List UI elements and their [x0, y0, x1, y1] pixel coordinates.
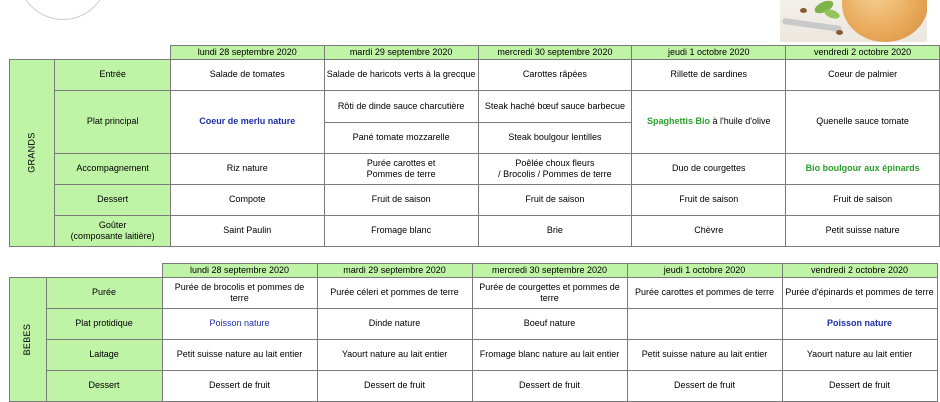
day-header-fri: vendredi 2 octobre 2020	[786, 46, 940, 60]
logo	[18, 0, 108, 20]
day-header-row	[10, 46, 940, 60]
category-puree: Purée	[46, 278, 162, 309]
menu-cell: Purée de courgettes et pommes de terre	[472, 278, 627, 309]
day-header-thu: jeudi 1 octobre 2020	[632, 46, 786, 60]
section-label-bebes: BEBES	[10, 278, 47, 402]
day-header-wed: mercredi 30 septembre 2020	[472, 264, 627, 278]
menu-cell: Fruit de saison	[786, 185, 940, 216]
menu-cell: Steak haché bœuf sauce barbecue	[478, 91, 632, 123]
menu-cell: Saint Paulin	[170, 216, 324, 247]
day-header-wed: mercredi 30 septembre 2020	[478, 46, 632, 60]
menu-cell: Chèvre	[632, 216, 786, 247]
menu-cell: Purée de brocolis et pommes de terre	[162, 278, 317, 309]
menu-cell: Dessert de fruit	[472, 371, 627, 402]
menu-cell	[632, 91, 786, 154]
bean-shape	[800, 8, 807, 13]
category-plat-protidique: Plat protidique	[46, 309, 162, 340]
menu-cell: Dessert de fruit	[782, 371, 937, 402]
section-label-grands: GRANDS	[10, 60, 55, 247]
category-dessert: Dessert	[46, 371, 162, 402]
menu-cell: Quenelle sauce tomate	[786, 91, 940, 154]
menu-cell: Purée carottes et pommes de terre	[627, 278, 782, 309]
day-header-tue: mardi 29 septembre 2020	[324, 46, 478, 60]
menu-cell: Boeuf nature	[472, 309, 627, 340]
menu-cell: Bio boulgour aux épinards	[786, 154, 940, 185]
row-laitage	[10, 340, 938, 371]
menu-cell: Poisson nature	[162, 309, 317, 340]
menu-cell: Fromage blanc nature au lait entier	[472, 340, 627, 371]
leaf-shape-2	[823, 8, 841, 21]
spoon-shape	[782, 18, 842, 32]
row-entree	[10, 60, 940, 91]
category-dessert: Dessert	[55, 185, 171, 216]
menu-cell: Purée carottes et Pommes de terre	[324, 154, 478, 185]
day-header-tue: mardi 29 septembre 2020	[317, 264, 472, 278]
menu-cell: Petit suisse nature au lait entier	[162, 340, 317, 371]
menu-cell: Duo de courgettes	[632, 154, 786, 185]
menu-cell: Steak boulgour lentilles	[478, 123, 632, 154]
day-header-mon: lundi 28 septembre 2020	[170, 46, 324, 60]
menu-cell: Yaourt nature au lait entier	[317, 340, 472, 371]
menu-cell: Poisson nature	[782, 309, 937, 340]
day-header-thu: jeudi 1 octobre 2020	[627, 264, 782, 278]
menu-cell: Rôti de dinde sauce charcutière	[324, 91, 478, 123]
day-header-fri: vendredi 2 octobre 2020	[782, 264, 937, 278]
menu-cell: Riz nature	[170, 154, 324, 185]
menu-cell: Fruit de saison	[324, 185, 478, 216]
category-gouter: Goûter (composante laitière)	[55, 216, 171, 247]
menu-cell: Pané tomate mozzarelle	[324, 123, 478, 154]
menu-cell: Coeur de palmier	[786, 60, 940, 91]
menu-cell: Yaourt nature au lait entier	[782, 340, 937, 371]
row-plat-1	[10, 91, 940, 123]
category-accompagnement: Accompagnement	[55, 154, 171, 185]
menu-cell: Dessert de fruit	[627, 371, 782, 402]
menu-cell: Fromage blanc	[324, 216, 478, 247]
menu-cell: Rillette de sardines	[632, 60, 786, 91]
category-entree: Entrée	[55, 60, 171, 91]
category-laitage: Laitage	[46, 340, 162, 371]
menu-cell: Brie	[478, 216, 632, 247]
menu-cell: Carottes râpées	[478, 60, 632, 91]
bowl-shape	[842, 0, 927, 42]
row-protidique	[10, 309, 938, 340]
menu-cell: Dessert de fruit	[317, 371, 472, 402]
food-photo	[780, 0, 927, 42]
grands-menu-table	[9, 45, 940, 247]
menu-cell: Purée céleri et pommes de terre	[317, 278, 472, 309]
menu-cell: Petit suisse nature au lait entier	[627, 340, 782, 371]
day-header-mon: lundi 28 septembre 2020	[162, 264, 317, 278]
bebes-menu-table	[9, 263, 938, 402]
row-puree	[10, 278, 938, 309]
menu-cell: Poêlée choux fleurs / Brocolis / Pommes de terre	[478, 154, 632, 185]
menu-cell: Dessert de fruit	[162, 371, 317, 402]
bio-label: Spaghettis Bio	[647, 116, 711, 127]
menu-cell: Purée d'épinards et pommes de terre	[782, 278, 937, 309]
menu-cell: Fruit de saison	[632, 185, 786, 216]
day-header-row	[10, 264, 938, 278]
bean-shape	[836, 30, 843, 35]
menu-cell: Coeur de merlu nature	[170, 91, 324, 154]
category-plat-principal: Plat principal	[55, 91, 171, 154]
menu-cell: Dinde nature	[317, 309, 472, 340]
menu-cell: Fruit de saison	[478, 185, 632, 216]
menu-cell	[627, 309, 782, 340]
row-gouter	[10, 216, 940, 247]
menu-cell: Salade de tomates	[170, 60, 324, 91]
menu-cell: Compote	[170, 185, 324, 216]
menu-cell-text: à l'huile d'olive	[710, 116, 771, 127]
row-dessert	[10, 371, 938, 402]
menu-cell: Salade de haricots verts à la grecque	[324, 60, 478, 91]
menu-cell: Petit suisse nature	[786, 216, 940, 247]
row-dessert	[10, 185, 940, 216]
row-accompagnement	[10, 154, 940, 185]
